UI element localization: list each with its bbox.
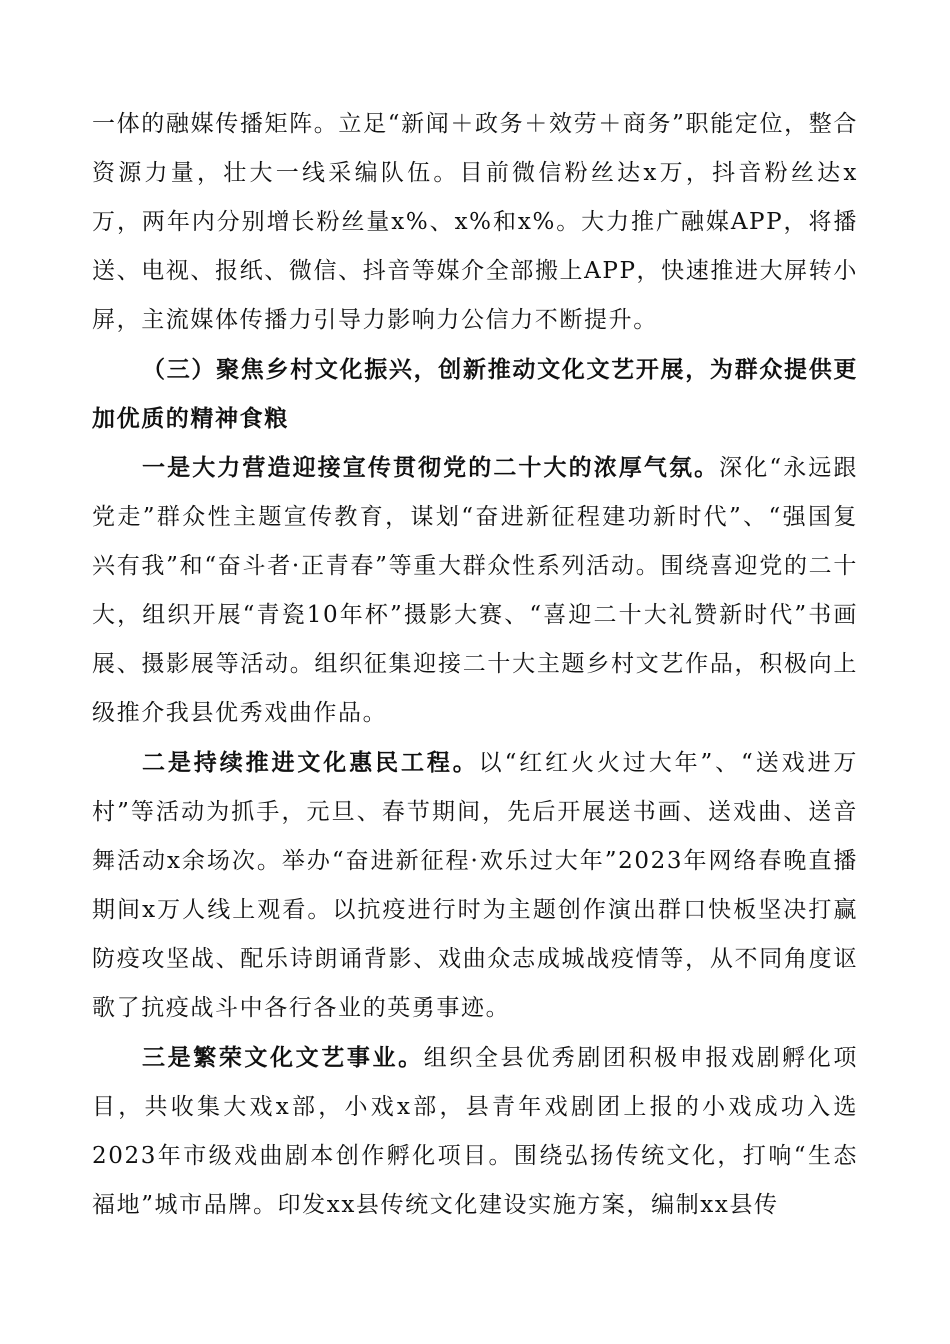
paragraph-text: 以“红红火火过大年”、“送戏进万村”等活动为抓手，元旦、春节期间，先后开展送书画、送戏曲、送音舞活动x余场次。举办“奋进新征程·欢乐过大年”2023年网络春晚直播期间x万人线上观看。以抗疫进行时为主题创作演出群口快板坚决打赢防疫攻坚战、配乐诗朗诵背影、戏曲众志成城战疫情等，从不同角度讴歌了抗疫战斗中各行各业的英勇事迹。 <box>92 750 858 1021</box>
paragraph-arts-prosperity <box>92 1033 858 1230</box>
paragraph-media-matrix <box>92 100 858 345</box>
document-body <box>92 100 858 1230</box>
paragraph-party-congress <box>92 443 858 738</box>
heading-text: （三）聚焦乡村文化振兴，创新推动文化文艺开展，为群众提供更加优质的精神食粮 <box>92 356 858 432</box>
paragraph-text: 组织全县优秀剧团积极申报戏剧孵化项目，共收集大戏x部，小戏x部，县青年戏剧团上报的小戏成功入选2023年市级戏曲剧本创作孵化项目。围绕弘扬传统文化，打响“生态福地”城市品牌。印发xx县传统文化建设实施方案，编制xx县传 <box>92 1045 858 1218</box>
paragraph-cultural-benefit <box>92 738 858 1033</box>
paragraph-lead: 一是大力营造迎接宣传贯彻党的二十大的浓厚气氛。 <box>142 454 720 481</box>
paragraph-lead: 三是繁荣文化文艺事业。 <box>142 1044 424 1071</box>
section-heading-rural-culture <box>92 345 858 443</box>
paragraph-lead: 二是持续推进文化惠民工程。 <box>142 749 479 776</box>
paragraph-text: 深化“永远跟党走”群众性主题宣传教育，谋划“奋进新征程建功新时代”、“强国复兴有我”和“奋斗者·正青春”等重大群众性系列活动。围绕喜迎党的二十大，组织开展“青瓷10年杯”摄影大赛、“喜迎二十大礼赞新时代”书画展、摄影展等活动。组织征集迎接二十大主题乡村文艺作品，积极向上级推介我县优秀戏曲作品。 <box>92 455 858 726</box>
paragraph-text: 一体的融媒传播矩阵。立足“新闻＋政务＋效劳＋商务”职能定位，整合资源力量，壮大一线采编队伍。目前微信粉丝达x万，抖音粉丝达x万，两年内分别增长粉丝量x%、x%和x%。大力推广融媒APP，将播送、电视、报纸、微信、抖音等媒介全部搬上APP，快速推进大屏转小屏，主流媒体传播力引导力影响力公信力不断提升。 <box>92 111 858 333</box>
